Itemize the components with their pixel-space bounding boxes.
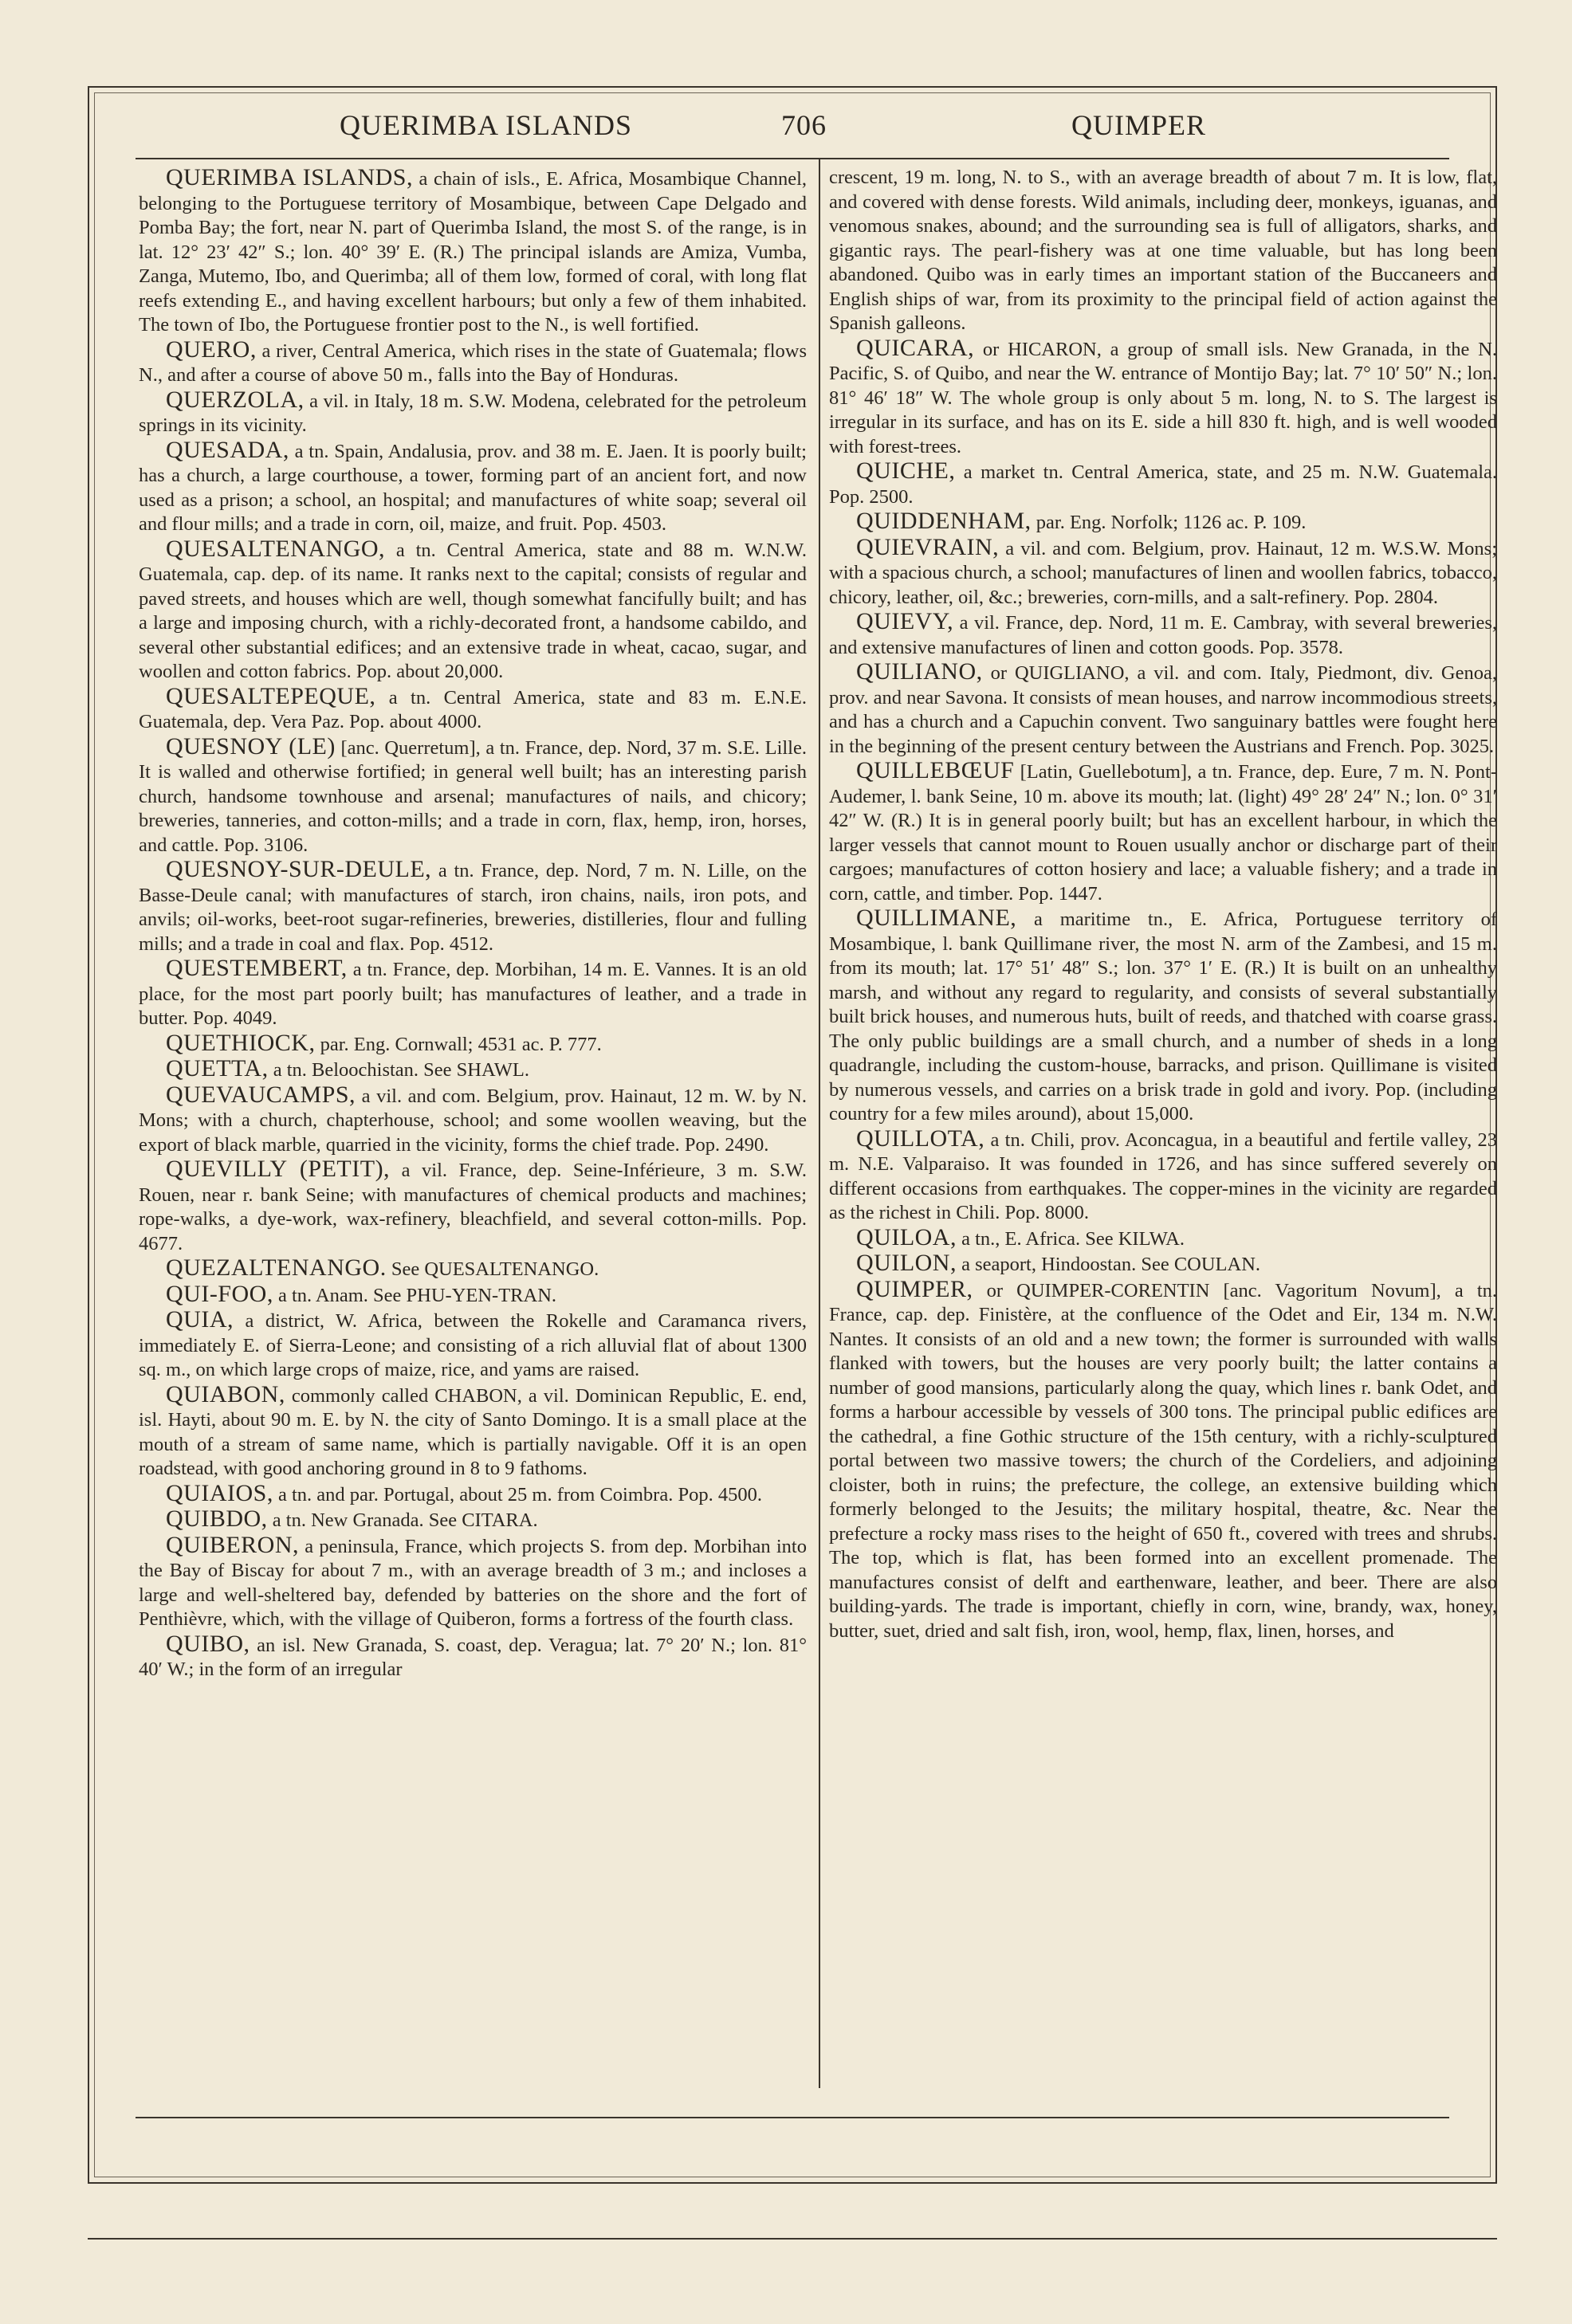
entry-text: a seaport, Hindoostan. See COULAN. (956, 1254, 1261, 1275)
entry-text: a tn. Beloochistan. See SHAWL. (268, 1059, 529, 1081)
entry-text: commonly called CHABON, a vil. Dominican Republic, E. end, isl. Hayti, about 90 m. E. by N. the city of Santo Domingo. It is a small place at the mouth of a stream of same name, which is partially navigable. Off it is an open roadstead, with good anchoring ground in 8 to 9 fathoms. (139, 1384, 807, 1479)
entry-text: a tn. Anam. See PHU-YEN-TRAN. (273, 1284, 557, 1306)
gazetteer-entry (139, 1157, 807, 1256)
entry-text: [Latin, Guellebotum], a tn. France, dep. Eure, 7 m. N. Pont-Audemer, l. bank Seine, 10 m. above its mouth; lat. (light) 49° 28′ 24″ N.; lon. 0° 31′ 42″ W. (R.) It is in general poorly built; but has an excellent harbour, in which the larger vessels that cannot mount to Rouen usually anchor or discharge part of their cargoes; manufactures of cotton hosiery and lace; a valuable fishery; and a trade in corn, cattle, and timber. Pop. 1447. (829, 761, 1497, 905)
entry-headword: QUESNOY-SUR-DEULE, (166, 856, 432, 882)
gazetteer-entry (139, 338, 807, 388)
entry-headword: QUESTEMBERT, (166, 955, 348, 981)
entry-headword: QUIA, (166, 1306, 234, 1333)
entry-headword: QUICHE, (856, 457, 956, 484)
entry-headword: QUEVILLY (PETIT), (166, 1156, 391, 1182)
entry-text: a vil. France, dep. Nord, 11 m. E. Cambray, with several breweries, and extensive manufactures of linen and cotton goods. Pop. 3578. (829, 612, 1497, 658)
entry-headword: QUERZOLA, (166, 386, 305, 413)
page-number: 706 (781, 109, 827, 141)
gazetteer-entry (139, 1533, 807, 1632)
entry-headword: QUETHIOCK, (166, 1029, 316, 1056)
entry-text: or QUIGLIANO, a vil. and com. Italy, Piedmont, div. Genoa, prov. and near Savona. It consists of mean houses, and narrow incommodious streets, and has a church and a Capuchin convent. Two sanguinary battles were fought here in the beginning of the present century between the Austrians and French. Pop. 3025. (829, 662, 1497, 757)
gazetteer-entry (139, 1256, 807, 1282)
entry-headword: QUESNOY (LE) (166, 732, 336, 760)
footer-rule (88, 2238, 1497, 2240)
entry-headword: QUILLIMANE, (856, 905, 1017, 931)
left-column (139, 166, 807, 2110)
entry-text: a tn. Central America, state and 83 m. E.N.E. Guatemala, dep. Vera Paz. Pop. about 4000. (139, 686, 807, 732)
entry-headword: QUIBERON, (166, 1531, 299, 1558)
gazetteer-entry (139, 858, 807, 956)
entry-text: a market tn. Central America, state, and 25 m. N.W. Guatemala. Pop. 2500. (829, 461, 1497, 508)
entry-text: See QUESALTENANGO. (386, 1258, 599, 1280)
entry-text: a chain of isls., E. Africa, Mosambique Channel, belonging to the Portuguese territory of Mosambique, between Cape Delgado and Pomba Bay; the fort, near N. part of Querimba Island, the most S. of the range, is in lat. 12° 23′ 42″ S.; lon. 40° 39′ E. (R.) The principal islands are Amiza, Vumba, Zanga, Mutemo, Ibo, and Querimba; all of them low, formed of coral, with long flat reefs extending E., and having excellent harbours; but only a few of them inhabited. The town of Ibo, the Portuguese frontier post to the N., is well fortified. (139, 168, 807, 336)
entry-headword: QUIMPER, (856, 1275, 973, 1302)
gazetteer-entry (829, 660, 1497, 759)
entry-text: a river, Central America, which rises in the state of Guatemala; flows N., and after a course of above 50 m., falls into the Bay of Honduras. (139, 340, 807, 386)
entry-text: a vil. in Italy, 18 m. S.W. Modena, celebrated for the petroleum springs in its vicinity. (139, 390, 807, 436)
right-column (829, 166, 1497, 2110)
gazetteer-entry (829, 1127, 1497, 1226)
entry-headword: QUIEVY, (856, 608, 954, 634)
entry-text: a vil. and com. Belgium, prov. Hainaut, 12 m. W. by N. Mons; with a church, chapterhouse, school; and some woollen weaving, but the export of black marble, quarried in the vicinity, forms the chief trade. Pop. 2490. (139, 1085, 807, 1156)
header-rule (136, 158, 1449, 159)
entry-headword: QUIABON, (166, 1380, 285, 1407)
gazetteer-entry (829, 459, 1497, 509)
entry-text: a tn., E. Africa. See KILWA. (956, 1227, 1185, 1250)
entry-text: a maritime tn., E. Africa, Portuguese territory of Mosambique, l. bank Quillimane river, the most N. arm of the Zambesi, and 15 m. from its mouth; lat. 17° 51′ 48″ S.; lon. 37° 1′ E. (R.) It is built on an unhealthy marsh, and without any regard to regularity, and consists of several substantially built brick houses, and numerous huts, built of reeds, and thatched with coarse grass. The only public buildings are a small church, and a number of sheds in a long quadrangle, including the custom-house, barracks, and prison. Quillimane is visited by numerous vessels, and carries on a brisk trade in gold and ivory. Pop. (including country for a few miles around), about 15,000. (829, 909, 1497, 1125)
running-head-left: QUERIMBA ISLANDS (340, 109, 633, 141)
entry-headword: QUEVAUCAMPS, (166, 1081, 356, 1108)
entry-headword: QUESALTENANGO, (166, 535, 386, 562)
entry-headword: QUI-FOO, (166, 1280, 273, 1307)
gazetteer-entry (139, 537, 807, 685)
entry-headword: QUERO, (166, 336, 257, 363)
entry-text: or QUIMPER-CORENTIN [anc. Vagoritum Novum], a tn. France, cap. dep. Finistère, at the confluence of the Odet and Eir, 134 m. N.W. Nantes. It consists of an old and a new town; the former is surrounded with walls flanked with towers, but the houses are very poorly built; the latter contains a number of good mansions, particularly along the quay, which lines r. bank Odet, and forms a harbour accessible by vessels of 300 tons. The principal public edifices are the cathedral, a fine Gothic structure of the 15th century, with a richly-sculptured portal between two massive towers; the church of the Cordeliers, and adjoining cloister, both in ruins; the prefecture, the college, an extensive building which formerly belonged to the Jesuits; the military hospital, theatre, &c. Near the prefecture a rocky mass rises to the height of 650 ft., covered with trees and shrubs. The top, which is flat, has been formed into an excellent promenade. The manufactures consist of delft and earthenware, leather, and beer. There are also building-yards. The trade is important, chiefly in corn, wine, brandy, wax, honey, butter, suet, dried and salt fish, iron, wool, hemp, flax, linen, horses, and (829, 1279, 1497, 1642)
entry-text: a vil. France, dep. Seine-Inférieure, 3 m. S.W. Rouen, near r. bank Seine; with manufactures of chemical products and machines; rope-walks, a dye-work, wax-refinery, bleachfield, and several cotton-mills. Pop. 4677. (139, 1160, 807, 1254)
entry-text: par. Eng. Norfolk; 1126 ac. P. 109. (1031, 512, 1307, 533)
entry-headword: QUILON, (856, 1250, 957, 1276)
entry-headword: QUIAIOS, (166, 1479, 273, 1506)
entry-text: a tn. New Granada. See CITARA. (267, 1509, 538, 1531)
gazetteer-entry (829, 533, 1497, 610)
gazetteer-entry (829, 906, 1497, 1127)
entry-text: a vil. and com. Belgium, prov. Hainaut, 12 m. W.S.W. Mons; with a spacious church, a school; manufactures of linen and woollen fabrics, tobacco, chicory, leather, oil, &c.; breweries, corn-mills, and a salt-refinery. Pop. 2804. (829, 537, 1497, 608)
entry-headword: QUIBDO, (166, 1505, 268, 1532)
gazetteer-entry (829, 1275, 1497, 1644)
entry-text: a tn. France, dep. Morbihan, 14 m. E. Vannes. It is an old place, for the most part poorly built; has manufactures of leather, and a trade in butter. Pop. 4049. (139, 959, 807, 1029)
entry-headword: QUETTA, (166, 1055, 269, 1082)
entry-text: a tn. and par. Portugal, about 25 m. from Coimbra. Pop. 4500. (273, 1483, 762, 1505)
gazetteer-entry (139, 388, 807, 438)
column-divider (819, 159, 820, 2088)
entry-text: a peninsula, France, which projects S. from dep. Morbihan into the Bay of Biscay for about 7 m., with an average breadth of 3 m.; and incloses a large and well-sheltered bay, defended by batteries on the shore and the fort of Penthièvre, which, with the village of Quiberon, forms a fortress of the fourth class. (139, 1535, 807, 1630)
gazetteer-entry (139, 682, 807, 735)
gazetteer-entry (139, 956, 807, 1031)
gazetteer-entry (829, 509, 1497, 536)
entry-headword: QUILLEBŒUF (856, 757, 1015, 783)
entry-headword: QUESADA, (166, 436, 289, 463)
gazetteer-entry (139, 1282, 807, 1309)
gazetteer-entry (829, 759, 1497, 906)
gazetteer-entry (829, 336, 1497, 460)
entry-text: crescent, 19 m. long, N. to S., with an average breadth of about 7 m. It is low, flat, and covered with dense forests. Wild animals, including deer, monkeys, iguanas, and venomous snakes, abound; and the surrounding sea is full of alligators, sharks, and gigantic rays. The pearl-fishery was at one time valuable, but has long been abandoned. Quibo was in early times an important station of the Buccaneers and English ships of war, from its proximity to the principal field of action against the Spanish galleons. (829, 167, 1497, 334)
entry-text: [anc. Querretum], a tn. France, dep. Nord, 37 m. S.E. Lille. It is walled and otherwise fortified; in general well built; has an interesting parish church, handsome townhouse and arsenal; manufactures of nails, and chicory; breweries, tanneries, and cotton-mills; and a trade in corn, flax, hemp, iron, horses, and cattle. Pop. 3106. (139, 736, 807, 856)
gazetteer-entry (829, 166, 1497, 336)
gazetteer-entry (139, 1057, 807, 1083)
gazetteer-entry (139, 1507, 807, 1533)
gazetteer-entry (139, 166, 807, 338)
entry-text: a tn. Chili, prov. Aconcagua, in a beautiful and fertile valley, 23 m. N.E. Valparaiso. It was founded in 1726, and has since suffered severely on different occasions from earthquakes. The copper-mines in the vicinity are regarded as the richest in Chili. Pop. 8000. (829, 1129, 1497, 1223)
bottom-rule (136, 2117, 1449, 2118)
gazetteer-entry (139, 1031, 807, 1058)
entry-text: par. Eng. Cornwall; 4531 ac. P. 777. (315, 1033, 602, 1055)
entry-headword: QUIBO, (166, 1630, 250, 1657)
entry-headword: QUICARA, (856, 334, 975, 361)
entry-text: or HICARON, a group of small isls. New Granada, in the N. Pacific, S. of Quibo, and near the W. entrance of Montijo Bay; lat. 7° 10′ 50″ N.; lon. 81° 46′ 18″ W. The whole group is only about 5 m. long, N. to S. The largest is irregular in its surface, and has on its E. side a hill 830 ft. high, and is well wooded with forest-trees. (829, 338, 1497, 457)
entry-text: an isl. New Granada, S. coast, dep. Veragua; lat. 7° 20′ N.; lon. 81° 40′ W.; in the form of an irregular (139, 1634, 807, 1680)
entry-text: a tn. France, dep. Nord, 7 m. N. Lille, on the Basse-Deule canal; with manufactures of starch, iron chains, nails, iron pots, and anvils; oil-works, beet-root sugar-refineries, breweries, distilleries, flour and fulling mills; and a trade in coal and flax. Pop. 4512. (139, 860, 807, 955)
gazetteer-entry (139, 1632, 807, 1682)
entry-headword: QUILLOTA, (856, 1125, 985, 1152)
gazetteer-entry (139, 1308, 807, 1383)
gazetteer-entry (829, 1223, 1497, 1252)
entry-text: a tn. Central America, state and 88 m. W.N.W. Guatemala, cap. dep. of its name. It ranks next to the capital; consists of regular and paved streets, and houses which are well, though somewhat fancifully built; and has a large and imposing church, with a richly-decorated front, a handsome cabildo, and several other substantial edifices; and an extensive trade in wheat, cacao, sugar, and woollen and cotton fabrics. Pop. about 20,000. (139, 539, 807, 682)
gazetteer-entry (139, 1083, 807, 1158)
gazetteer-entry (139, 438, 807, 537)
entry-headword: QUILIANO, (856, 658, 983, 685)
entry-headword: QUESALTEPEQUE, (166, 682, 376, 709)
entry-headword: QUERIMBA ISLANDS, (166, 166, 413, 190)
entry-text: a tn. Spain, Andalusia, prov. and 38 m. E. Jaen. It is poorly built; has a church, a large courthouse, a tower, forming part of an ancient fort, and now used as a prison; a school, an hospital; and manufactures of white soap; several oil and flour mills; and a trade in corn, oil, maize, and fruit. Pop. 4503. (139, 440, 807, 535)
entry-headword: QUEZALTENANGO. (166, 1254, 387, 1281)
running-head-right: QUIMPER (1071, 109, 1207, 141)
entry-headword: QUILOA, (856, 1223, 957, 1250)
gazetteer-entry (829, 1251, 1497, 1278)
gazetteer-entry (139, 1380, 807, 1482)
gazetteer-entry (139, 1479, 807, 1508)
gazetteer-entry (829, 610, 1497, 660)
entry-headword: QUIEVRAIN, (856, 533, 1000, 560)
entry-text: a district, W. Africa, between the Rokelle and Caramanca rivers, immediately E. of Sierra-Leone; and consisting of a rich alluvial flat of about 1300 sq. m., on which large crops of maize, rice, and yams are raised. (139, 1310, 807, 1380)
gazetteer-entry (139, 732, 807, 858)
entry-headword: QUIDDENHAM, (856, 508, 1032, 534)
